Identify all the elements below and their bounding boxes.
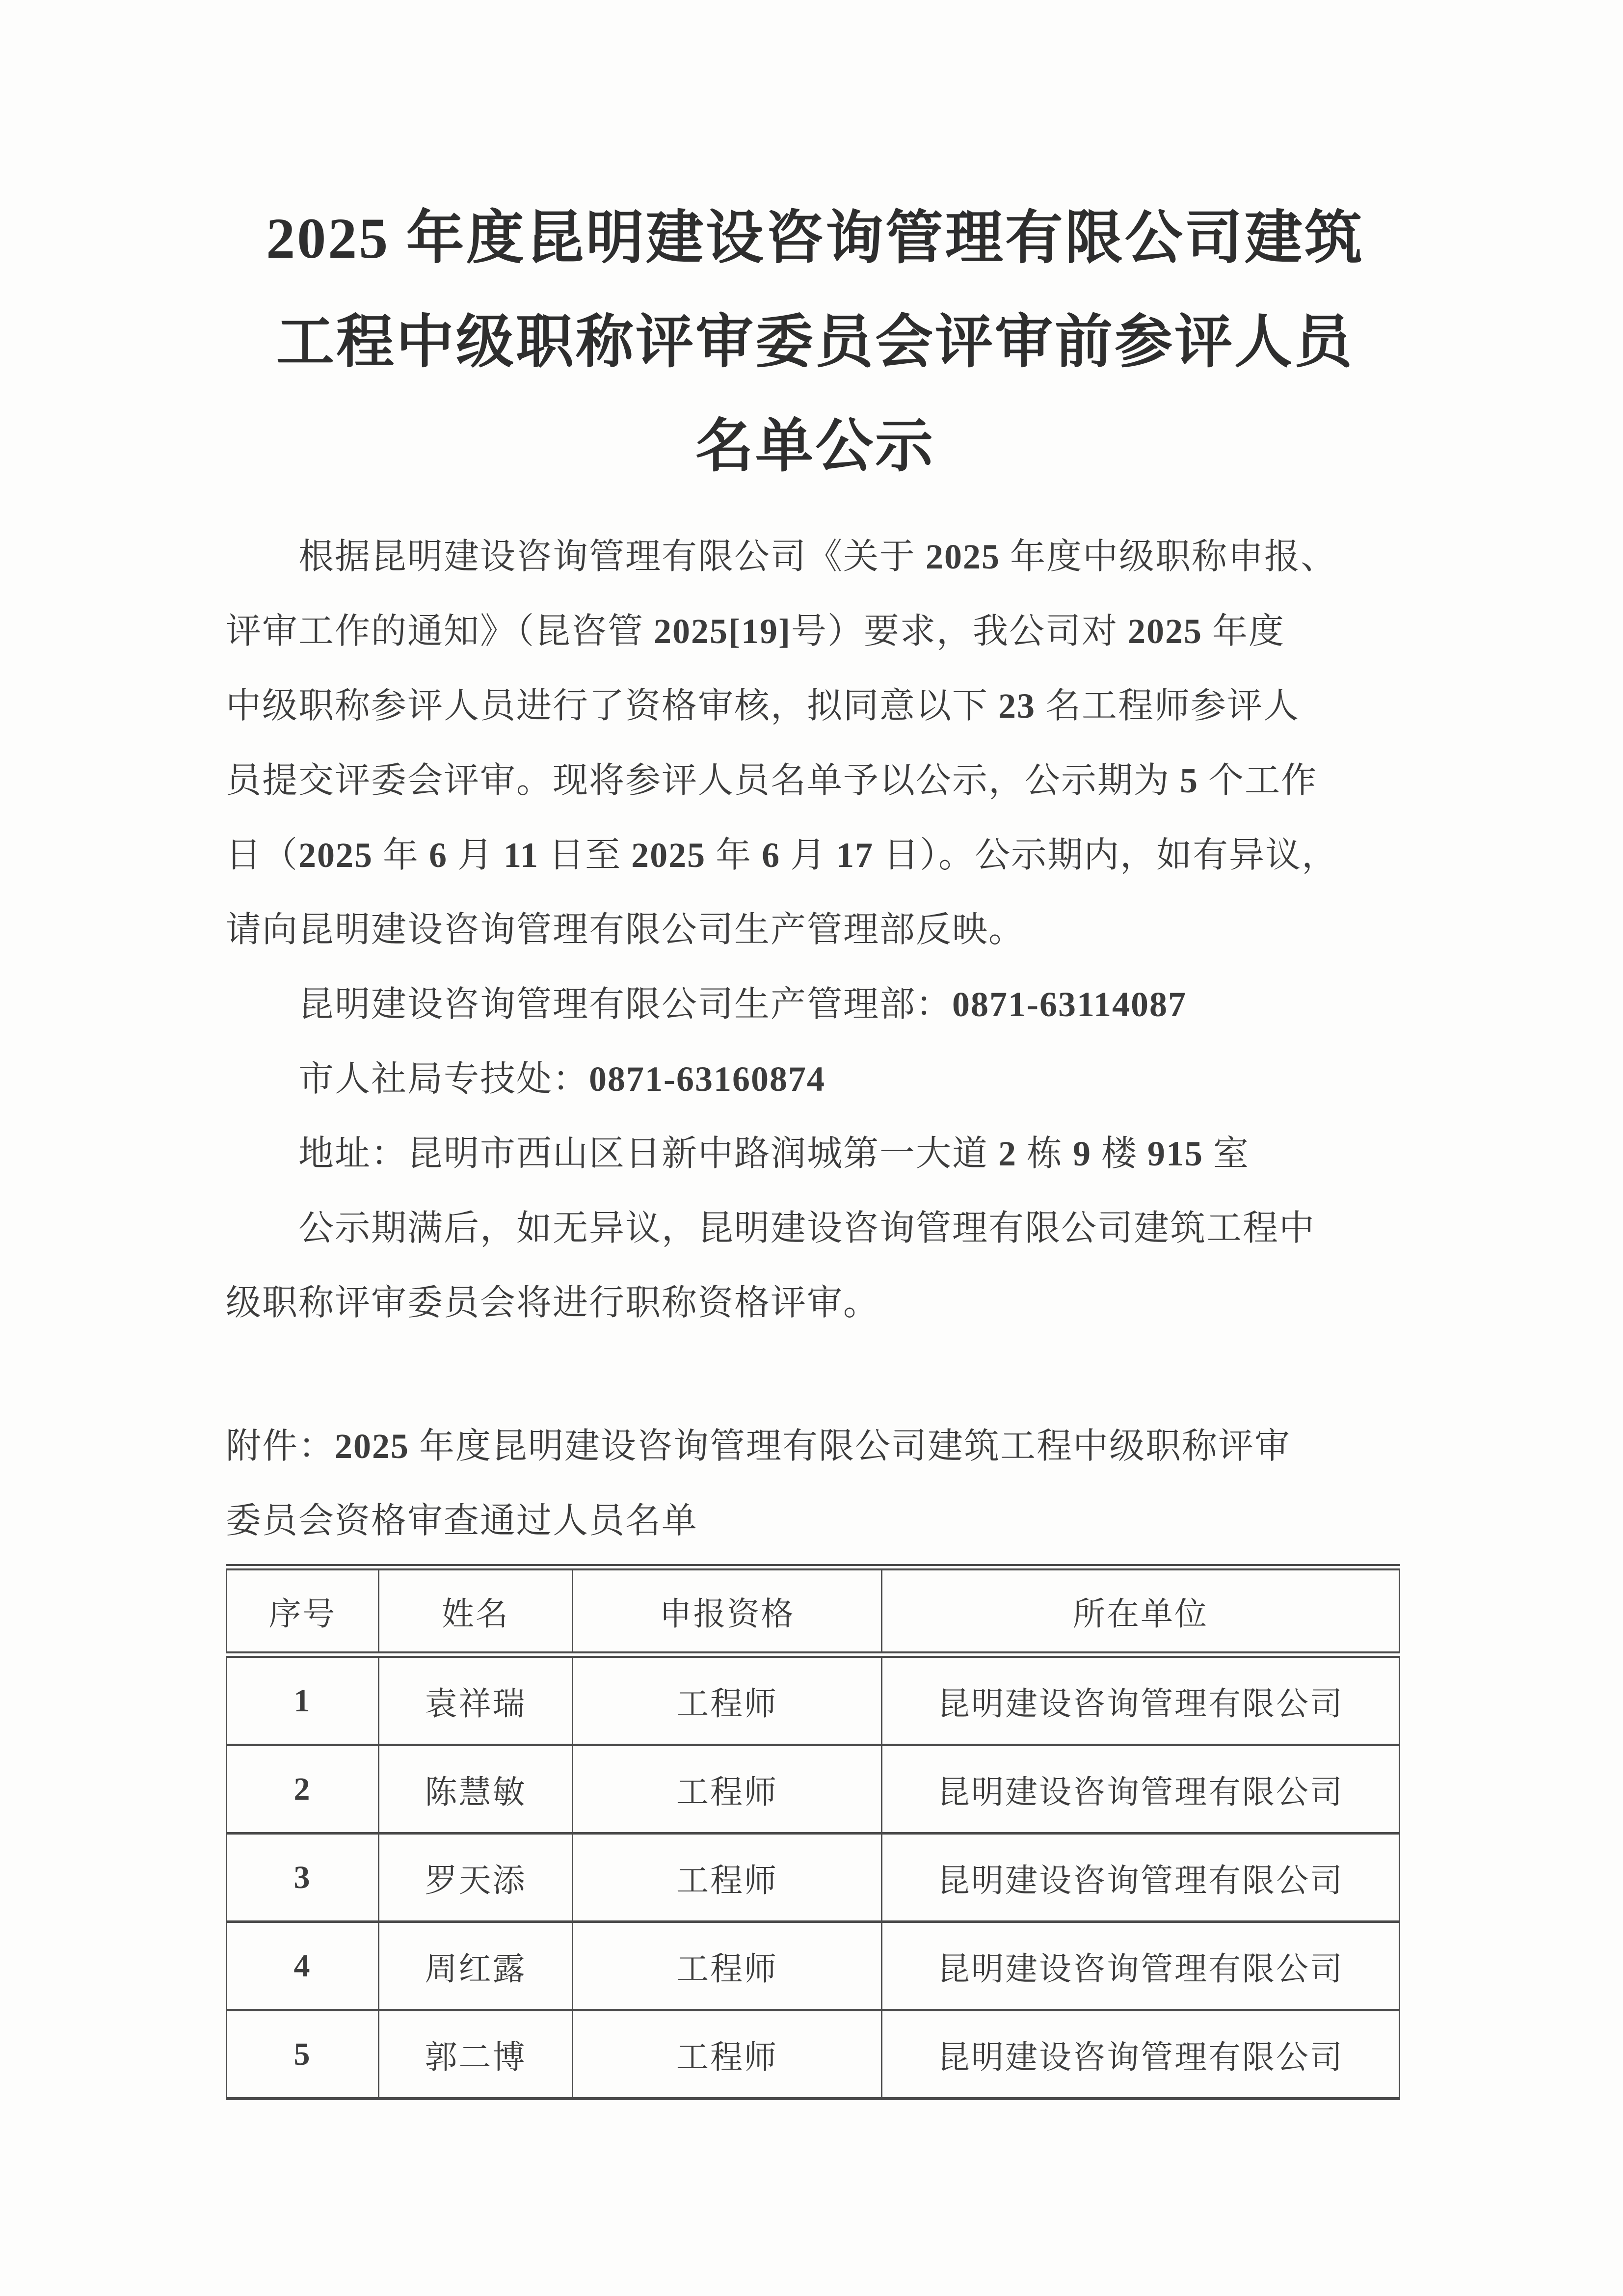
table-cell: 袁祥瑞 bbox=[379, 1655, 573, 1745]
latin-numeric-run: 1 bbox=[293, 1682, 312, 1719]
roster-table-body bbox=[227, 1655, 1400, 2099]
attachment-note bbox=[226, 1409, 1405, 1558]
latin-numeric-run: 2 bbox=[998, 1134, 1017, 1173]
latin-numeric-run: 2025 bbox=[926, 537, 1001, 576]
latin-numeric-run: 11 bbox=[504, 836, 539, 875]
table-cell: 工程师 bbox=[573, 1834, 882, 1922]
table-cell bbox=[227, 1745, 379, 1834]
body-text-line: 公示期满后，如无异议，昆明建设咨询管理有限公司建筑工程中 bbox=[226, 1209, 1316, 1248]
body-text-line: 级职称评审委员会将进行职称资格评审。 bbox=[226, 1283, 880, 1323]
latin-numeric-run: 17 bbox=[836, 836, 874, 875]
roster-table bbox=[226, 1564, 1400, 2100]
body-text-line: 中级职称参评人员进行了资格审核，拟同意以下 23 名工程师参评人 bbox=[226, 686, 1300, 726]
body-text bbox=[226, 519, 1405, 1340]
latin-numeric-run: 2025 bbox=[631, 836, 706, 875]
latin-numeric-run: 3 bbox=[293, 1859, 312, 1895]
attachment-text-line: 委员会资格审查通过人员名单 bbox=[226, 1501, 698, 1540]
latin-numeric-run: 2 bbox=[293, 1771, 312, 1807]
body-text-line: 市人社局专技处：0871-63160874 bbox=[226, 1059, 825, 1099]
column-header-qualification: 申报资格 bbox=[573, 1567, 882, 1655]
latin-numeric-run: 6 bbox=[429, 836, 448, 875]
latin-numeric-run: 2025 bbox=[335, 1427, 410, 1466]
latin-numeric-run: 2025 bbox=[1127, 612, 1202, 651]
table-cell: 郭二博 bbox=[379, 2010, 573, 2099]
table-cell bbox=[227, 1922, 379, 2010]
latin-numeric-run: 23 bbox=[998, 686, 1036, 726]
latin-numeric-run: 2025[19] bbox=[654, 612, 791, 651]
body-text-line: 评审工作的通知》（昆咨管 2025[19]号）要求，我公司对 2025 年度 bbox=[226, 612, 1285, 651]
latin-numeric-run: 5 bbox=[1180, 761, 1199, 800]
table-cell: 工程师 bbox=[573, 1745, 882, 1834]
latin-numeric-run: 6 bbox=[762, 836, 781, 875]
table-cell: 工程师 bbox=[573, 2010, 882, 2099]
body-text-line: 日（2025 年 6 月 11 日至 2025 年 6 月 17 日）。公示期内，如有异议， bbox=[226, 836, 1338, 875]
column-header-index: 序号 bbox=[227, 1567, 379, 1655]
latin-numeric-run: 0871-63160874 bbox=[589, 1059, 825, 1099]
body-text-line: 地址：昆明市西山区日新中路润城第一大道 2 栋 9 楼 915 室 bbox=[226, 1134, 1250, 1173]
table-cell: 罗天添 bbox=[379, 1834, 573, 1922]
table-cell: 昆明建设咨询管理有限公司 bbox=[882, 2010, 1400, 2099]
document-title bbox=[226, 187, 1405, 499]
table-cell bbox=[227, 1655, 379, 1745]
latin-numeric-run: 4 bbox=[293, 1947, 312, 1984]
table-cell: 陈慧敏 bbox=[379, 1745, 573, 1834]
latin-numeric-run: 5 bbox=[293, 2036, 312, 2072]
table-row bbox=[227, 1834, 1400, 1922]
table-header-row bbox=[227, 1567, 1400, 1655]
title-line-3: 名单公示 bbox=[695, 414, 935, 479]
body-text-line: 根据昆明建设咨询管理有限公司《关于 2025 年度中级职称申报、 bbox=[226, 537, 1337, 576]
table-cell bbox=[227, 2010, 379, 2099]
table-cell: 工程师 bbox=[573, 1922, 882, 2010]
table-cell: 工程师 bbox=[573, 1655, 882, 1745]
body-text-line: 请向昆明建设咨询管理有限公司生产管理部反映。 bbox=[226, 910, 1025, 949]
title-line-1: 2025 年度昆明建设咨询管理有限公司建筑 bbox=[266, 206, 1364, 270]
column-header-name: 姓名 bbox=[379, 1567, 573, 1655]
latin-numeric-run: 915 bbox=[1147, 1134, 1204, 1173]
table-cell: 周红露 bbox=[379, 1922, 573, 2010]
body-text-line: 昆明建设咨询管理有限公司生产管理部：0871-63114087 bbox=[226, 985, 1187, 1024]
latin-numeric-run: 0871-63114087 bbox=[952, 985, 1187, 1024]
table-row bbox=[227, 2010, 1400, 2099]
latin-numeric-run: 2025 bbox=[266, 206, 390, 270]
body-text-line: 员提交评委会评审。现将参评人员名单予以公示，公示期为 5 个工作 bbox=[226, 761, 1318, 800]
table-cell bbox=[227, 1834, 379, 1922]
table-cell: 昆明建设咨询管理有限公司 bbox=[882, 1834, 1400, 1922]
table-cell: 昆明建设咨询管理有限公司 bbox=[882, 1922, 1400, 2010]
attachment-text-line: 附件：2025 年度昆明建设咨询管理有限公司建筑工程中级职称评审 bbox=[226, 1427, 1291, 1466]
table-row bbox=[227, 1655, 1400, 1745]
column-header-organization: 所在单位 bbox=[882, 1567, 1400, 1655]
latin-numeric-run: 9 bbox=[1073, 1134, 1092, 1173]
table-row bbox=[227, 1745, 1400, 1834]
latin-numeric-run: 2025 bbox=[298, 836, 373, 875]
title-line-2: 工程中级职称评审委员会评审前参评人员 bbox=[276, 310, 1354, 375]
table-cell: 昆明建设咨询管理有限公司 bbox=[882, 1745, 1400, 1834]
table-row bbox=[227, 1922, 1400, 2010]
table-cell: 昆明建设咨询管理有限公司 bbox=[882, 1655, 1400, 1745]
